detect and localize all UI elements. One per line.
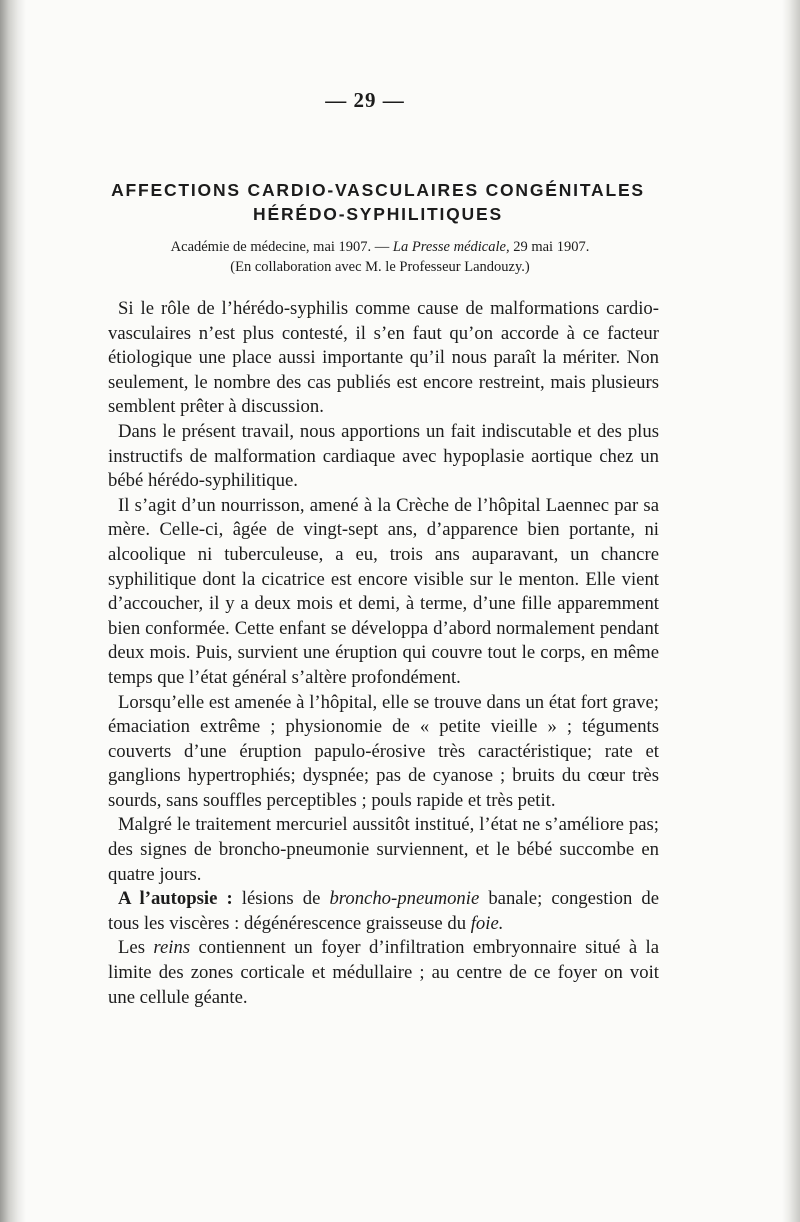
paragraph-1: Si le rôle de l’hérédo-syphilis comme cause de malformations cardio-vasculaires n’est plus contesté, il s’en faut qu’on accorde à ce facteur étiologique une place aussi importante qu’il nous paraît la mériter. Non seulement, le nombre des cas publiés est encore restreint, mais plusieurs semblent prêter à discussion. xyxy=(108,298,659,418)
paragraph-7 xyxy=(108,936,659,1010)
source-citation xyxy=(100,237,660,277)
citation-journal: La Presse médicale, xyxy=(392,239,510,255)
citation-academy: Académie de médecine, mai 1907. — xyxy=(170,239,393,255)
paragraph-6 xyxy=(108,887,659,936)
paragraph-4: Lorsqu’elle est amenée à l’hôpital, elle se trouve dans un état fort grave; émaciation extrême ; physionomie de « petite vieille » ; téguments couverts d’une éruption papulo-érosive très caractéristique; rate et ganglions hypertrophiés; dyspnée; pas de cyanose ; bruits du cœur très sourds, sans souffles perceptibles ; pouls rapide et très petit. xyxy=(108,691,659,811)
p7-text-a: Les xyxy=(118,937,154,959)
p6-italic-2: foie. xyxy=(470,912,504,934)
page-number: — 29 — xyxy=(325,88,405,112)
p6-text-a: lésions de xyxy=(232,888,330,910)
title-line-2: HÉRÉDO-SYPHILITIQUES xyxy=(253,204,503,224)
p7-italic-1: reins xyxy=(153,937,191,959)
article-body xyxy=(108,297,659,1010)
title-line-1: AFFECTIONS CARDIO-VASCULAIRES CONGÉNITALES xyxy=(111,180,645,200)
autopsy-lead: A l’autopsie : xyxy=(118,888,233,910)
citation-line-1 xyxy=(100,237,660,257)
paragraph-3: Il s’agit d’un nourrisson, amené à la Crèche de l’hôpital Laennec par sa mère. Celle-ci, âgée de vingt-sept ans, d’apparence bien portante, ni alcoolique ni tuberculeuse, a eu, trois ans auparavant, un chancre syphilitique dont la cicatrice est encore visible sur le menton. Elle vient d’accoucher, il y a deux mois et demi, à terme, d’une fille apparemment bien conformée. Cette enfant se développa d’abord normalement pendant deux mois. Puis, survient une éruption qui couvre tout le corps, en même temps que l’état général s’altère profondément. xyxy=(108,494,659,688)
article-title xyxy=(98,178,658,226)
citation-line-2: (En collaboration avec M. le Professeur Landouzy.) xyxy=(230,259,530,275)
paragraph-2: Dans le présent travail, nous apportions un fait indiscutable et des plus instructifs de malformation cardiaque avec hypoplasie aortique chez un bébé hérédo-syphilitique. xyxy=(108,420,659,492)
paragraph-5: Malgré le traitement mercuriel aussitôt institué, l’état ne s’améliore pas; des signes de broncho-pneumonie surviennent, et le bébé succombe en quatre jours. xyxy=(108,814,659,885)
book-spine-shadow xyxy=(0,0,26,1222)
p6-text-b: banale; congestion de tous les viscères : dégénérescence graisseuse du xyxy=(108,888,659,934)
p7-text-b: contiennent un foyer d’infiltration embryonnaire situé à la limite des zones corticale et médullaire ; au centre de ce foyer on voit une cellule géante. xyxy=(108,937,660,1008)
citation-date: 29 mai 1907. xyxy=(509,239,590,255)
page-edge-shadow xyxy=(782,0,800,1222)
p6-italic-1: broncho-pneumonie xyxy=(329,888,480,910)
